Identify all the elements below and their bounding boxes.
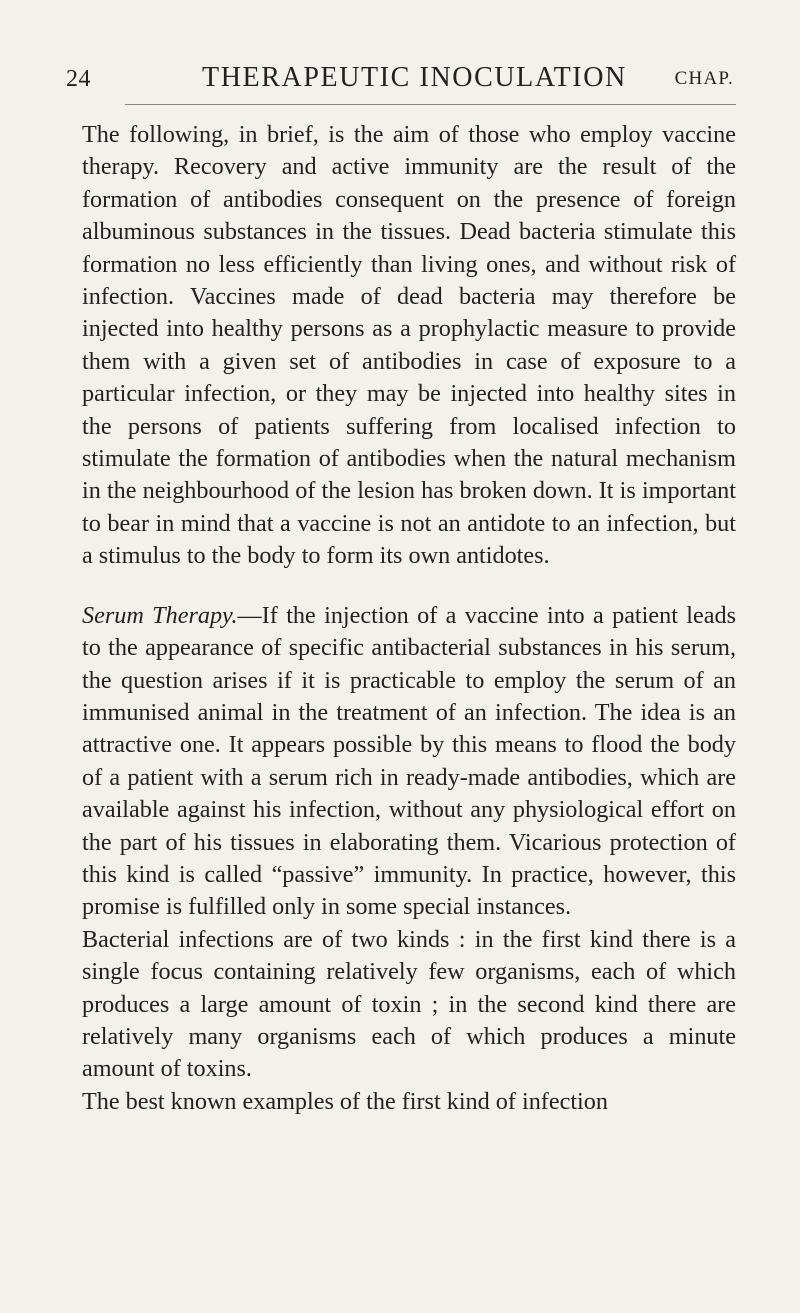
section-lead-heading: Serum Therapy. bbox=[82, 601, 238, 629]
paragraph-text: The best known examples of the first kind of infection bbox=[82, 1087, 608, 1115]
paragraph-vaccine-therapy bbox=[82, 119, 736, 573]
paragraph-text: Bacterial infections are of two kinds : in the first kind there is a single focus containing relatively few organisms, each of which produces a large amount of toxin ; in the second kind there are relatively many organisms each of which produces a minute amount of toxins. bbox=[82, 925, 736, 1083]
paragraph-serum-therapy bbox=[82, 600, 736, 924]
paragraph-text: —If the injection of a vaccine into a patient leads to the appearance of specific antibacterial substances in his serum, the question arises if it is practicable to employ the serum of an immunised animal in the treatment of an infection. The idea is an attractive one. It appears possible by this means to flood the body of a patient with a serum rich in ready-made antibodies, which are available against his infection, without any physiological effort on the part of his tissues in elaborating them. Vicarious protection of this kind is called “passive” immunity. In practice, however, this promise is fulfilled only in some special instances. bbox=[82, 601, 736, 921]
running-head bbox=[66, 60, 736, 100]
paragraph-examples bbox=[82, 1086, 736, 1118]
header-rule bbox=[125, 104, 736, 105]
chapter-abbreviation: CHAP. bbox=[674, 68, 734, 89]
running-title: THERAPEUTIC INOCULATION bbox=[202, 62, 627, 93]
paragraph-bacterial-infections bbox=[82, 924, 736, 1086]
paragraph-text: The following, in brief, is the aim of those who employ vaccine therapy. Recovery and active immunity are the result of the formation of antibodies consequent on the presence of foreign albuminous substances in the tissues. Dead bacteria stimulate this formation no less efficiently than living ones, and without risk of infection. Vaccines made of dead bacteria may therefore be injected into healthy persons as a prophylactic measure to provide them with a given set of antibodies in case of exposure to a particular infection, or they may be injected into healthy sites in the persons of patients suffering from localised infection to stimulate the formation of antibodies when the natural mechanism in the neighbourhood of the lesion has broken down. It is important to bear in mind that a vaccine is not an antidote to an infection, but a stimulus to the body to form its own antidotes. bbox=[82, 121, 736, 570]
page-number: 24 bbox=[66, 66, 91, 92]
body-text bbox=[82, 119, 736, 1118]
